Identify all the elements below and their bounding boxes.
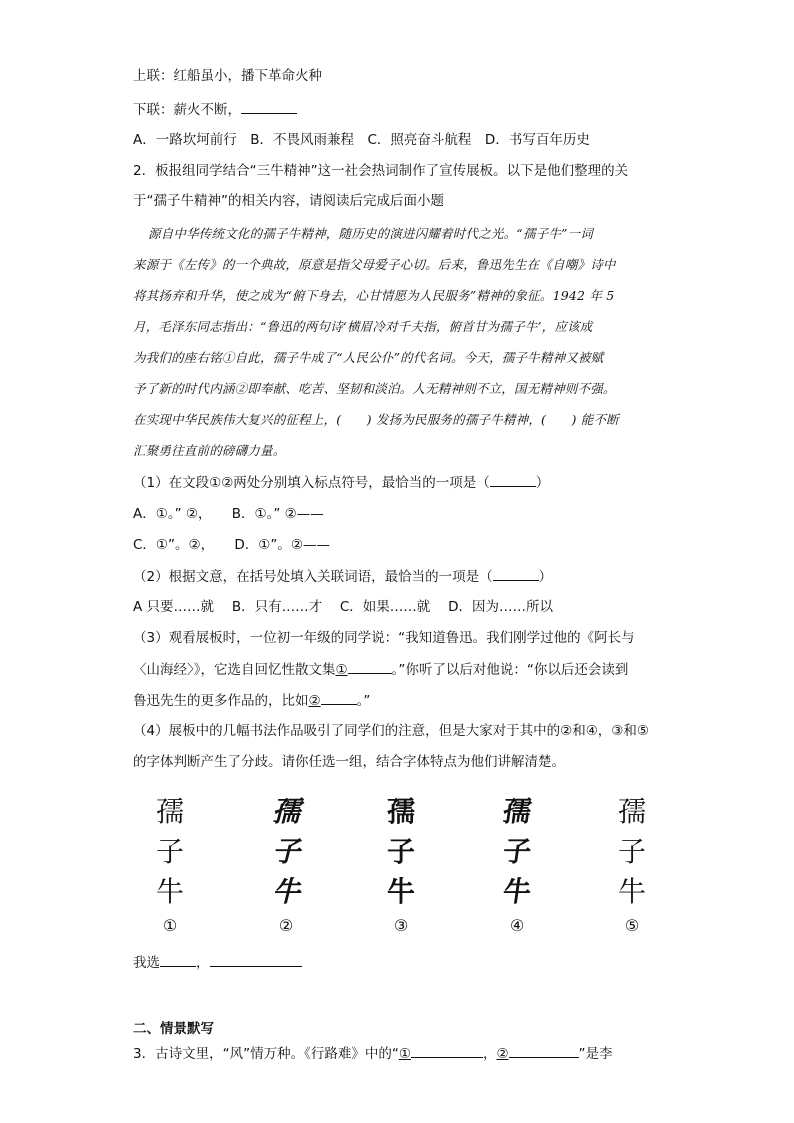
passage-line: 在实现中华民族伟大复兴的征程上，( ) 发扬为民服务的孺子牛精神，( ) 能不断 (133, 412, 619, 427)
answer-blank[interactable] (493, 566, 539, 581)
q1-options: A．一路坎坷前行 B．不畏风雨兼程 C．照亮奋斗航程 D．书写百年历史 (133, 132, 590, 148)
passage-line: 汇聚勇往直前的磅礴力量。 (133, 443, 286, 458)
passage-line: 来源于《左传》的一个典故，原意是指父母爱子心切。后来，鲁迅先生在《自嘲》诗中 (133, 257, 616, 272)
sub3-line2: 〈山海经〉》，它选自回忆性散文集① 。”你听了以后对他说：“你以后还会读到 (133, 659, 628, 680)
sub4-line2: 的字体判断产生了分歧。请你任选一组，结合字体特点为他们讲解清楚。 (133, 754, 565, 770)
answer-line: 我选 ， (133, 952, 302, 973)
answer-blank[interactable] (509, 1043, 579, 1058)
sub2-options: A 只要……就 B．只有……才 C．如果……就 D．因为……所以 (133, 599, 553, 615)
passage-line: 月，毛泽东同志指出：“鲁迅的两句诗‘横眉冷对千夫指，俯首甘为孺子牛’，应该成 (133, 319, 593, 334)
sub3-line3: 鲁迅先生的更多作品的，比如② 。” (133, 690, 370, 711)
sub1-question: （1）在文段①②两处分别填入标点符号，最恰当的一项是（ ） (133, 472, 549, 493)
calligraphy-sample-3: 孺 子 牛 ③ (386, 795, 415, 935)
passage-line: 予了新的时代内涵②即奉献、吃苦、坚韧和淡泊。人无精神则不立，国无精神则不强。 (133, 381, 616, 396)
passage-line: 将其扬弃和升华，使之成为“俯下身去，心甘情愿为人民服务”精神的象征。1942 年 5 (133, 288, 615, 303)
passage-line: 源自中华传统文化的孺子牛精神，随历史的演进闪耀着时代之光。“孺子牛”一词 (148, 226, 593, 241)
sub3-line1: （3）观看展板时，一位初一年级的同学说：“我知道鲁迅。我们刚学过他的《阿长与 (133, 630, 635, 646)
couplet-upper: 上联：红船虽小，播下革命火种 (133, 68, 322, 84)
couplet-lower: 下联：薪火不断， (133, 99, 297, 120)
sub1-options-cd: C．①”。②， D．①”。②—— (133, 537, 330, 553)
answer-blank[interactable] (321, 690, 357, 705)
passage-line: 为我们的座右铭①自此，孺子牛成了“人民公仆”的代名词。今天，孺子牛精神又被赋 (133, 350, 604, 365)
sub2-question: （2）根据文意，在括号处填入关联词语，最恰当的一项是（ ） (133, 566, 552, 587)
answer-blank[interactable] (411, 1043, 483, 1058)
answer-blank[interactable] (160, 952, 196, 967)
sub4-line1: （4）展板中的几幅书法作品吸引了同学们的注意，但是大家对于其中的②和④，③和⑤ (133, 723, 649, 739)
sub1-options-ab: A．①。” ②， B．①。” ②—— (133, 506, 324, 522)
q2-intro-1: 2．板报组同学结合“三牛精神”这一社会热词制作了宣传展板。以下是他们整理的关 (133, 163, 629, 179)
answer-blank[interactable] (210, 952, 302, 967)
section-heading: 二、情景默写 (133, 1021, 214, 1037)
q3-line: 3．古诗文里，“风”情万种。《行路难》中的“① ，② ”是李 (133, 1043, 613, 1064)
calligraphy-sample-1: 孺 子 牛 ① (155, 795, 184, 935)
calligraphy-sample-4: 孺 子 牛 ④ (500, 795, 534, 935)
q2-intro-2: 于“孺子牛精神”的相关内容，请阅读后完成后面小题 (133, 193, 444, 209)
answer-blank[interactable] (241, 99, 297, 114)
answer-blank[interactable] (490, 472, 536, 487)
answer-blank[interactable] (348, 659, 392, 674)
calligraphy-sample-5: 孺 子 牛 ⑤ (617, 795, 646, 935)
calligraphy-sample-2: 孺 子 牛 ② (271, 795, 300, 935)
